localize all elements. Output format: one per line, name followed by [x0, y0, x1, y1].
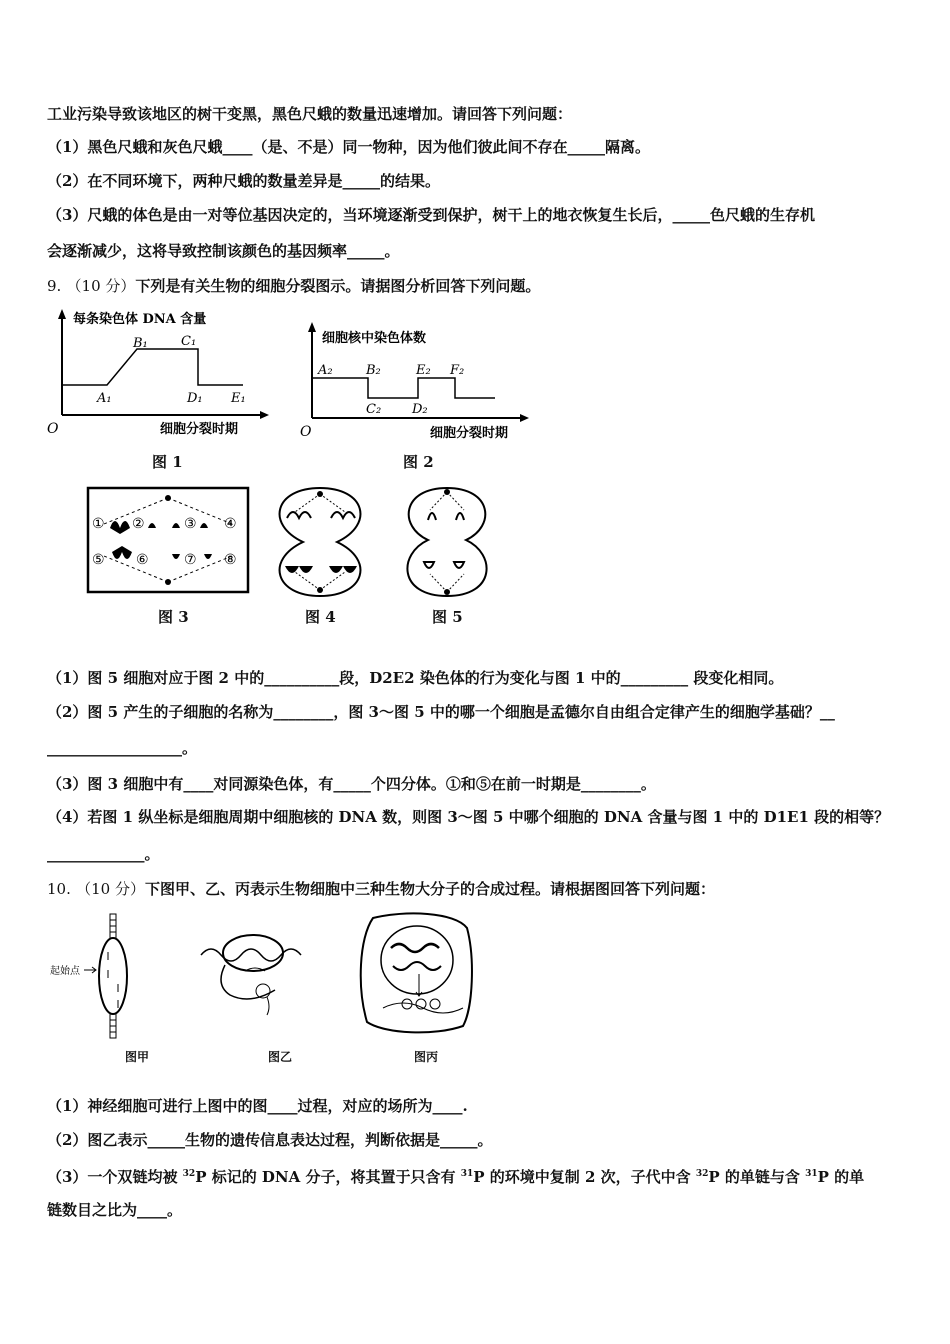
- fig2-curve: [312, 378, 495, 398]
- fig1-point-c: C₁: [181, 334, 197, 349]
- fig1-point-a: A₁: [97, 391, 112, 406]
- fig3-caption: 图 3: [158, 608, 189, 626]
- fig-bing-caption: 图丙: [414, 1050, 439, 1064]
- fig2-point-c: C₂: [366, 402, 382, 417]
- fig-yi-caption: 图乙: [268, 1050, 293, 1064]
- fig1-point-d: D₁: [187, 391, 203, 406]
- q9-part4: （4）若图 1 纵坐标是细胞周期中细胞核的 DNA 数，则图 3～图 5 中哪个细胞的 DNA 含量与图 1 中的 D1E1 段的相等？: [47, 808, 890, 826]
- fig3-label-4: ④: [224, 516, 237, 532]
- fig1-point-b: B₁: [133, 336, 148, 351]
- q9-score: （10 分）: [66, 277, 136, 295]
- q9-part2: （2）图 5 产生的子细胞的名称为________，图 3～图 5 中的哪一个细胞是孟德尔自由组合定律产生的细胞学基础？__: [47, 703, 835, 721]
- fig-jia-start-label: 起始点: [50, 966, 80, 977]
- figure-4-cell: [265, 484, 375, 600]
- figure-5-cell: [392, 484, 502, 600]
- q9-part4-cont: _____________。: [47, 845, 160, 863]
- figure-jia-replication: [50, 912, 150, 1042]
- fig3-label-7: ⑦: [184, 552, 197, 568]
- figure-bing-eukaryote: [355, 908, 475, 1036]
- fig2-origin: O: [300, 424, 312, 440]
- q9-part1: （1）图 5 细胞对应于图 2 中的__________段，D2E2 染色体的行为变化与图 1 中的_________ 段变化相同。: [47, 669, 784, 687]
- fig1-curve: [62, 349, 243, 385]
- fig2-point-b: B₂: [366, 363, 381, 378]
- q8-part2: （2）在不同环境下，两种尺蛾的数量差异是_____的结果。: [47, 172, 440, 190]
- fig1-xlabel: 细胞分裂时期: [160, 422, 239, 435]
- fig3-label-6: ⑥: [136, 552, 149, 568]
- fig1-origin: O: [47, 421, 59, 435]
- figure-yi-transcription: [195, 915, 310, 1025]
- q10-stem: [47, 879, 715, 899]
- q9-part2-cont: __________________。: [47, 739, 198, 757]
- fig2-point-d: D₂: [412, 402, 428, 417]
- q9-stem-text: 下列是有关生物的细胞分裂图示。请据图分析回答下列问题。: [135, 277, 541, 295]
- fig3-label-8: ⑧: [224, 552, 237, 568]
- q10-stem-text: 下图甲、乙、丙表示生物细胞中三种生物大分子的合成过程。请根据图回答下列问题：: [144, 880, 715, 898]
- figure-1-chart: [45, 305, 270, 435]
- q9-stem: [47, 276, 540, 296]
- fig3-label-5: ⑤: [92, 552, 105, 568]
- q10-part3: （3）一个双链均被 $^{32}$P 标记的 DNA 分子，将其置于只含有 $^{31}$P 的环境中复制 2 次，子代中含 $^{32}$P 的单链与含 $^{31}$P 的单: [47, 1168, 865, 1186]
- fig1-point-e: E₁: [231, 391, 246, 406]
- fig-jia-caption: 图甲: [125, 1050, 150, 1064]
- fig2-xlabel: 细胞分裂时期: [430, 426, 509, 441]
- fig1-caption: 图 1: [152, 453, 183, 471]
- q9-part3: （3）图 3 细胞中有____对同源染色体，有_____个四分体。①和⑤在前一时期是________。: [47, 775, 656, 793]
- q10-score: （10 分）: [76, 880, 145, 898]
- fig3-label-1: ①: [92, 516, 105, 532]
- fig1-ylabel: 每条染色体 DNA 含量: [73, 312, 207, 327]
- q10-part2: （2）图乙表示_____生物的遗传信息表达过程，判断依据是_____。: [47, 1131, 493, 1149]
- fig3-label-3: ③: [184, 516, 197, 532]
- fig3-label-2: ②: [132, 516, 145, 532]
- fig2-caption: 图 2: [403, 453, 434, 471]
- q8-part1: （1）黑色尺蛾和灰色尺蛾____（是、不是）同一物种，因为他们彼此间不存在_____隔离。: [47, 138, 650, 156]
- q10-part1: （1）神经细胞可进行上图中的图____过程，对应的场所为____.: [47, 1097, 468, 1115]
- q8-part3-cont: 会逐渐减少，这将导致控制该颜色的基因频率_____。: [47, 242, 400, 260]
- fig2-point-f: F₂: [450, 363, 465, 378]
- fig2-point-e: E₂: [416, 363, 431, 378]
- fig5-caption: 图 5: [432, 608, 463, 626]
- q8-intro: 工业污染导致该地区的树干变黑，黑色尺蛾的数量迅速增加。请回答下列问题：: [47, 105, 573, 123]
- q8-part3: （3）尺蛾的体色是由一对等位基因决定的，当环境逐渐受到保护，树干上的地衣恢复生长后，_____色尺蛾的生存机: [47, 206, 815, 224]
- figure-2-chart: [300, 320, 530, 445]
- fig2-ylabel: 细胞核中染色体数: [322, 331, 427, 346]
- figure-3-cell: [86, 486, 251, 596]
- q10-number: 10.: [47, 880, 71, 898]
- fig2-point-a: A₂: [318, 363, 333, 378]
- fig4-caption: 图 4: [305, 608, 336, 626]
- q9-number: 9.: [47, 277, 62, 295]
- q10-part3-cont: 链数目之比为____。: [47, 1201, 183, 1219]
